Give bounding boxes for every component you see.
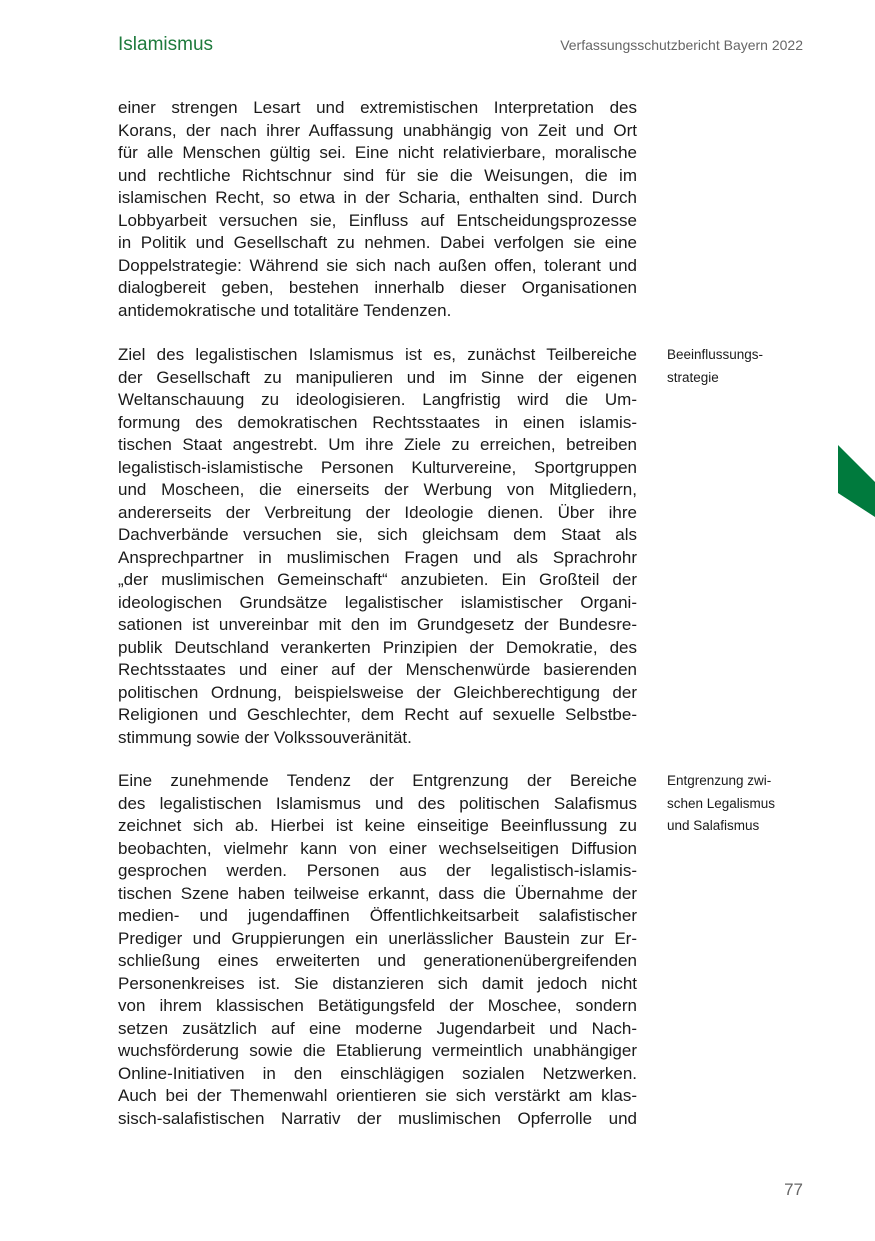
margin-note-entgrenzung [667, 770, 827, 838]
text-line: Eine zunehmende Tendenz der Entgrenzung der Bereiche [118, 771, 637, 790]
text-line: schließung eines erweiterten und generationenübergreifenden [118, 951, 637, 970]
text-line: sationen ist unvereinbar mit den im Grundgesetz der Bundesre- [118, 615, 637, 634]
text-line: beobachten, vielmehr kann von einer wechselseitigen Diffusion [118, 838, 637, 858]
text-line: „der muslimischen Gemeinschaft“ anzubieten. Ein Großteil der [118, 570, 637, 589]
text-line: Online-Initiativen in den einschlägigen sozialen Netzwerken. [118, 1063, 637, 1083]
margin-note-beeinflussungsstrategie [667, 344, 827, 389]
margin-note-line: Entgrenzung zwi- [667, 773, 772, 788]
text-line: Auch bei der Themenwahl orientieren sie sich verstärkt am klas- [118, 1086, 637, 1105]
text-line: Doppelstrategie: Während sie sich nach außen offen, tolerant und [118, 255, 637, 275]
text-line: Personenkreises ist. Sie distanzieren sich damit jedoch nicht [118, 973, 637, 993]
text-line: stimmung sowie der Volkssouveränität. [118, 727, 412, 747]
margin-note-line: Beeinflussungs- [667, 347, 764, 362]
text-line: ideologischen Grundsätze legalistischer islamistischer Organi- [118, 592, 637, 612]
running-header-report-title: Verfassungsschutzbericht Bayern 2022 [560, 37, 803, 53]
text-line: und Moscheen, die einerseits der Werbung von Mitgliedern, [118, 480, 637, 499]
text-line: Ansprechpartner in muslimischen Fragen und als Sprachrohr [118, 547, 637, 567]
text-line: wuchsförderung sowie die Etablierung vermeintlich unabhängiger [118, 1041, 637, 1060]
text-line: des legalistischen Islamismus und des politischen Salafismus [118, 793, 637, 813]
text-line: Lobbyarbeit versuchen sie, Einfluss auf Entscheidungsprozesse [118, 210, 637, 230]
text-line: islamischen Recht, so etwa in der Scharia, enthalten sind. Durch [118, 188, 637, 207]
text-line: andererseits der Verbreitung der Ideologie dienen. Über ihre [118, 502, 637, 522]
text-line: in Politik und Gesellschaft zu nehmen. Dabei verfolgen sie eine [118, 233, 637, 252]
paragraph-1 [118, 97, 637, 322]
paragraph-3 [118, 770, 637, 1130]
chapter-tab-shape [838, 445, 875, 517]
text-line: medien- und jugendaffinen Öffentlichkeitsarbeit salafistischer [118, 906, 637, 925]
text-line: legalistisch-islamistische Personen Kulturvereine, Sportgruppen [118, 457, 637, 477]
page-number: 77 [784, 1180, 803, 1199]
text-line: gesprochen werden. Personen aus der legalistisch-islamis- [118, 861, 637, 880]
text-line: dialogbereit geben, bestehen innerhalb dieser Organisationen [118, 278, 637, 297]
text-line: Dachverbände versuchen sie, sich gleichsam dem Staat als [118, 525, 637, 544]
margin-note-line: schen Legalismus [667, 795, 776, 811]
text-line: für alle Menschen gültig sei. Eine nicht relativierbare, moralische [118, 143, 637, 162]
text-line: einer strengen Lesart und extremistischen Interpretation des [118, 98, 637, 117]
paragraph-2 [118, 344, 637, 749]
running-header-section: Islamismus [118, 34, 214, 55]
text-line: zeichnet sich ab. Hierbei ist keine einseitige Beeinflussung zu [118, 816, 637, 835]
chapter-tab-marker [838, 445, 875, 517]
text-line: setzen zusätzlich auf eine moderne Jugendarbeit und Nach- [118, 1018, 637, 1038]
text-line: politischen Ordnung, beispielsweise der Gleichberechtigung der [118, 682, 637, 702]
text-line: sisch-salafistischen Narrativ der muslimischen Opferrolle und [118, 1108, 637, 1128]
text-line: Religionen und Geschlechter, dem Recht auf sexuelle Selbstbe- [118, 705, 637, 724]
text-line: Prediger und Gruppierungen ein unerlässlicher Baustein zur Er- [118, 928, 637, 948]
text-line: der Gesellschaft zu manipulieren und im Sinne der eigenen [118, 367, 637, 387]
text-line: tischen Staat angestrebt. Um ihre Ziele zu erreichen, betreiben [118, 435, 637, 454]
text-line: Korans, der nach ihrer Auffassung unabhängig von Zeit und Ort [118, 120, 637, 140]
text-line: Rechtsstaates und einer auf der Menschenwürde basierenden [118, 660, 637, 679]
text-line: tischen Szene haben teilweise erkannt, dass die Übernahme der [118, 883, 637, 903]
margin-note-line: und Salafismus [667, 818, 760, 833]
text-line: und rechtliche Richtschnur sind für sie die Weisungen, die im [118, 165, 637, 185]
text-line: formung des demokratischen Rechtsstaates in einen islamis- [118, 412, 637, 432]
text-line: Weltanschauung zu ideologisieren. Langfristig wird die Um- [118, 390, 637, 409]
text-line: von ihrem klassischen Betätigungsfeld der Moschee, sondern [118, 996, 637, 1015]
text-line: antidemokratische und totalitäre Tendenzen. [118, 300, 452, 320]
text-line: Ziel des legalistischen Islamismus ist es, zunächst Teilbereiche [118, 345, 637, 364]
text-line: publik Deutschland verankerten Prinzipien der Demokratie, des [118, 637, 637, 657]
margin-note-line: strategie [667, 369, 719, 385]
